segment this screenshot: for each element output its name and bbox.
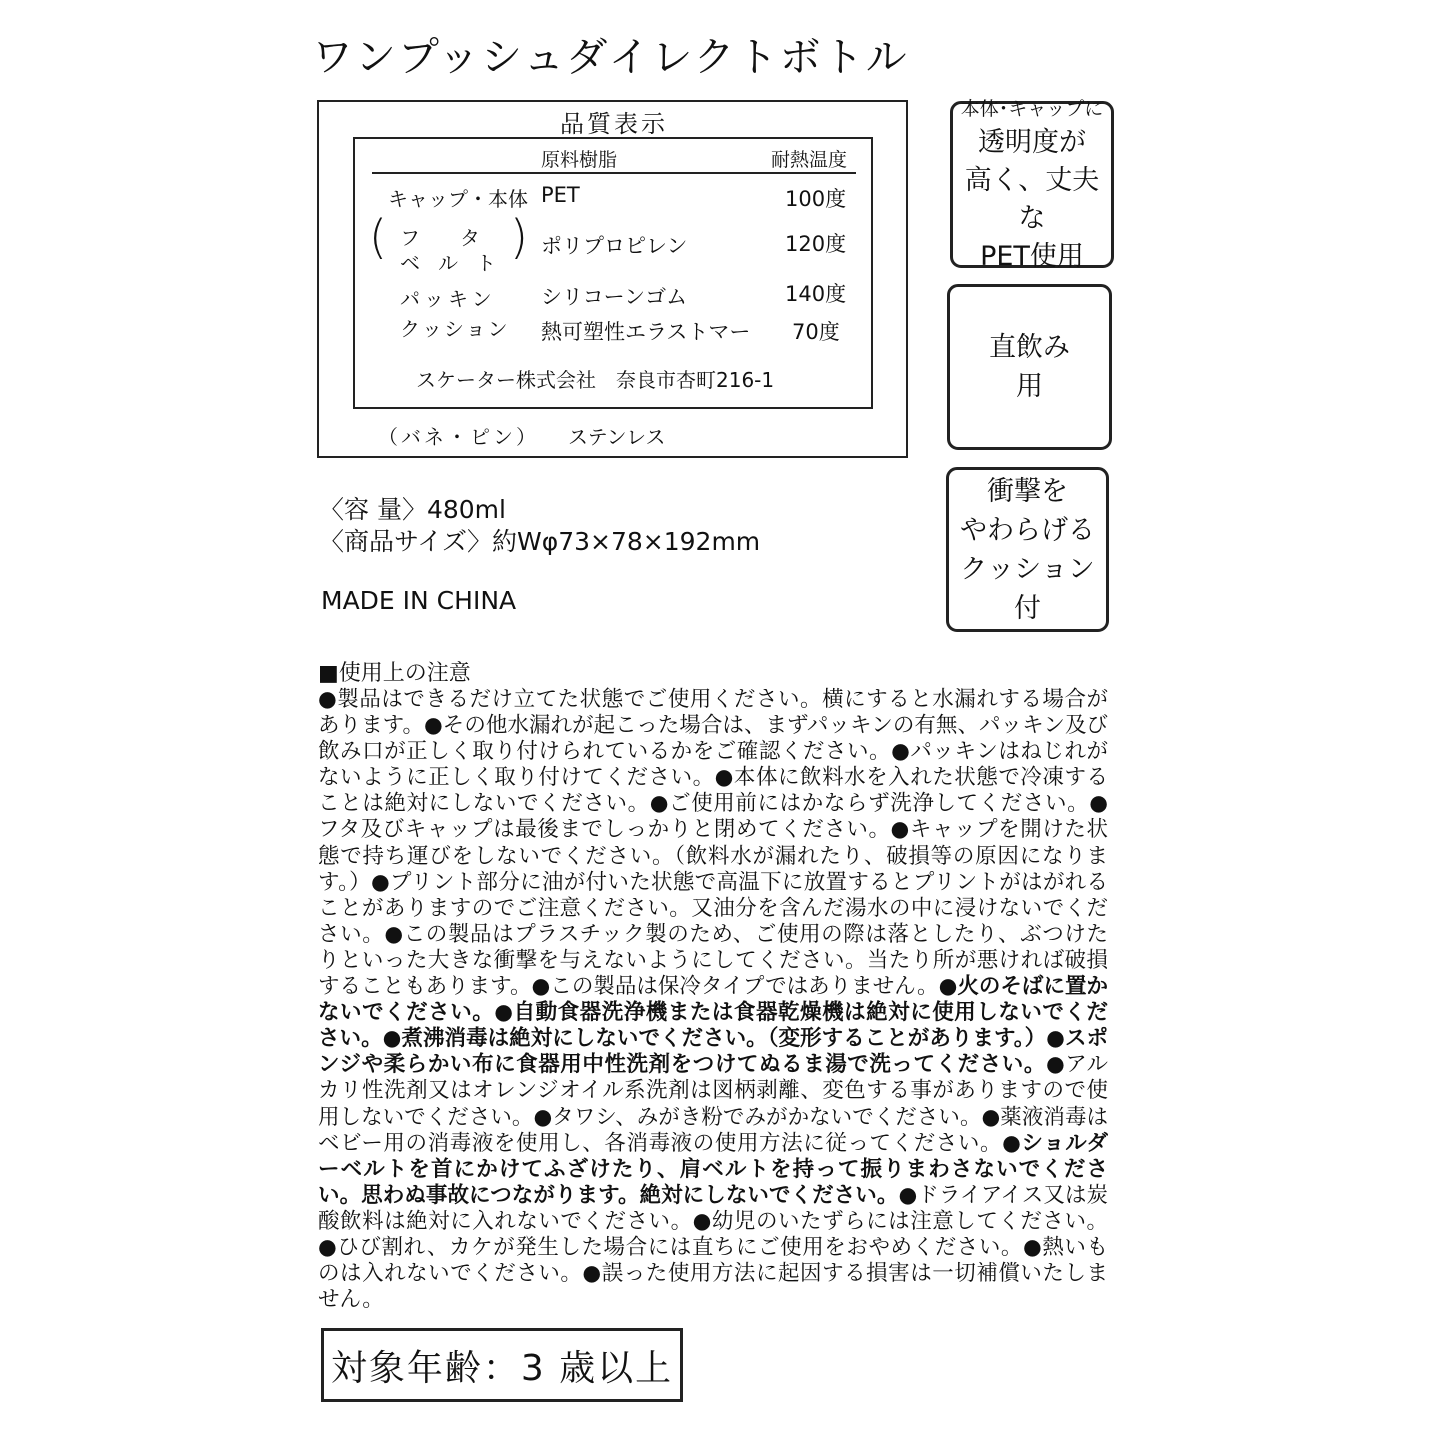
spring-pin-material: ステンレス [568,425,666,449]
material-silicone: シリコーンゴム [541,285,688,309]
manufacturer: スケーター株式会社 奈良市杏町216-1 [416,368,775,392]
caution-normal-2: ●アルカリ性洗剤又はオレンジオイル系洗剤は図柄剥離、変色する事がありますので使用しないでください。●タワシ、みがき粉でみがかないでください。●薬液消毒はベビー用の消毒液を使用し、各消毒液の使用方法に従ってください。 [318,1052,1109,1156]
col-temp-header: 耐熱温度 [771,149,848,171]
badge-pet-material [950,97,1114,272]
quality-heading: 品質表示 [560,110,668,138]
badge-cushion [946,467,1109,632]
spring-pin-label: （バネ・ピン） [378,425,539,449]
product-title: ワンプッシュダイレクトボトル [312,33,909,81]
badge-direct-drink [947,284,1112,450]
target-age-box [321,1328,683,1402]
part-cap-body: キャップ・本体 [388,187,528,211]
material-pp: ポリプロピレン [541,234,688,258]
caution-normal-3: ●ドライアイス又は炭酸飲料は絶対に入れないでください。●幼児のいたずらには注意してください。●ひび割れ、カケが発生した場合には直ちにご使用をおやめください。●熱いものは入れないでください。●誤った使用方法に起因する損害は一切補償いたしません。 [318,1182,1108,1313]
part-belt: ベルト [400,251,514,275]
table-divider [372,172,856,174]
caution-bold-1: ●火のそばに置かないでください。●自動食器洗浄機または食器乾燥機は絶対に使用しないでください。●煮沸消毒は絶対にしないでください。（変形することがあります。）●スポンジや柔らかい布に食器用中性洗剤をつけてぬるま湯で洗ってください。 [318,974,1109,1078]
cautions-text [318,687,1108,1313]
cautions-heading: ■使用上の注意 [318,661,471,686]
target-age: 対象年齢：3 歳以上 [330,1347,674,1389]
part-lid: フ タ [400,226,490,250]
col-material-header: 原料樹脂 [541,149,618,171]
badge-pet-body: 透明度が 高く、丈夫な PET使用 [964,126,1100,272]
badge-pet-text [953,94,1111,276]
temp-140: 140度 [785,282,847,306]
product-size: 〈商品サイズ〉約Wφ73×78×192mm [319,527,761,556]
capacity: 〈容 量〉480ml [319,495,506,524]
temp-100: 100度 [785,187,847,211]
caution-normal-1: ●製品はできるだけ立てた状態でご使用ください。横にすると水漏れする場合があります。●その他水漏れが起こった場合は、まずパッキンの有無、パッキン及び飲み口が正しく取り付けられているかをご確認ください。●パッキンはねじれがないように正しく取り付けてください。●本体に飲料水を入れた状態で冷凍することは絶対にしないでください。●ご使用前にはかならず洗浄してください。●フタ及びキャップは最後までしっかりと閉めてください。●キャップを開けた状態で持ち運びをしないでください。（飲料水が漏れたり、破損等の原因になります。）●プリント部分に油が付いた状態で高温下に放置するとプリントがはがれることがありますのでご注意ください。又油分を含んだ湯水の中に浸けないでください。●この製品はプラスチック製のため、ご使用の際は落としたり、ぶつけたりといった大きな衝撃を与えないようにしてください。当たり所が悪ければ破損することもあります。●この製品は保冷タイプではありません。 [318,687,1108,1000]
country-of-origin: MADE IN CHINA [321,586,517,615]
paren-left: ( [369,210,387,264]
temp-70: 70度 [792,320,840,344]
caution-bold-2: ●ショルダーベルトを首にかけてふざけたり、肩ベルトを持って振りまわさないでください。思わぬ事故につながります。絶対にしないでください。 [318,1130,1108,1208]
material-elastomer: 熱可塑性エラストマー [541,320,751,344]
material-pet: PET [541,183,580,207]
badge-direct-drink-text: 直飲み 用 [989,332,1070,402]
part-packing: パッキン [400,287,496,311]
badge-pet-line1: 本体･キャップに [960,97,1104,120]
badge-cushion-text: 衝撃を やわらげる クッション付 [960,475,1095,624]
part-cushion: クッション [400,317,510,341]
temp-120: 120度 [785,232,847,256]
paren-right: ) [510,210,528,264]
